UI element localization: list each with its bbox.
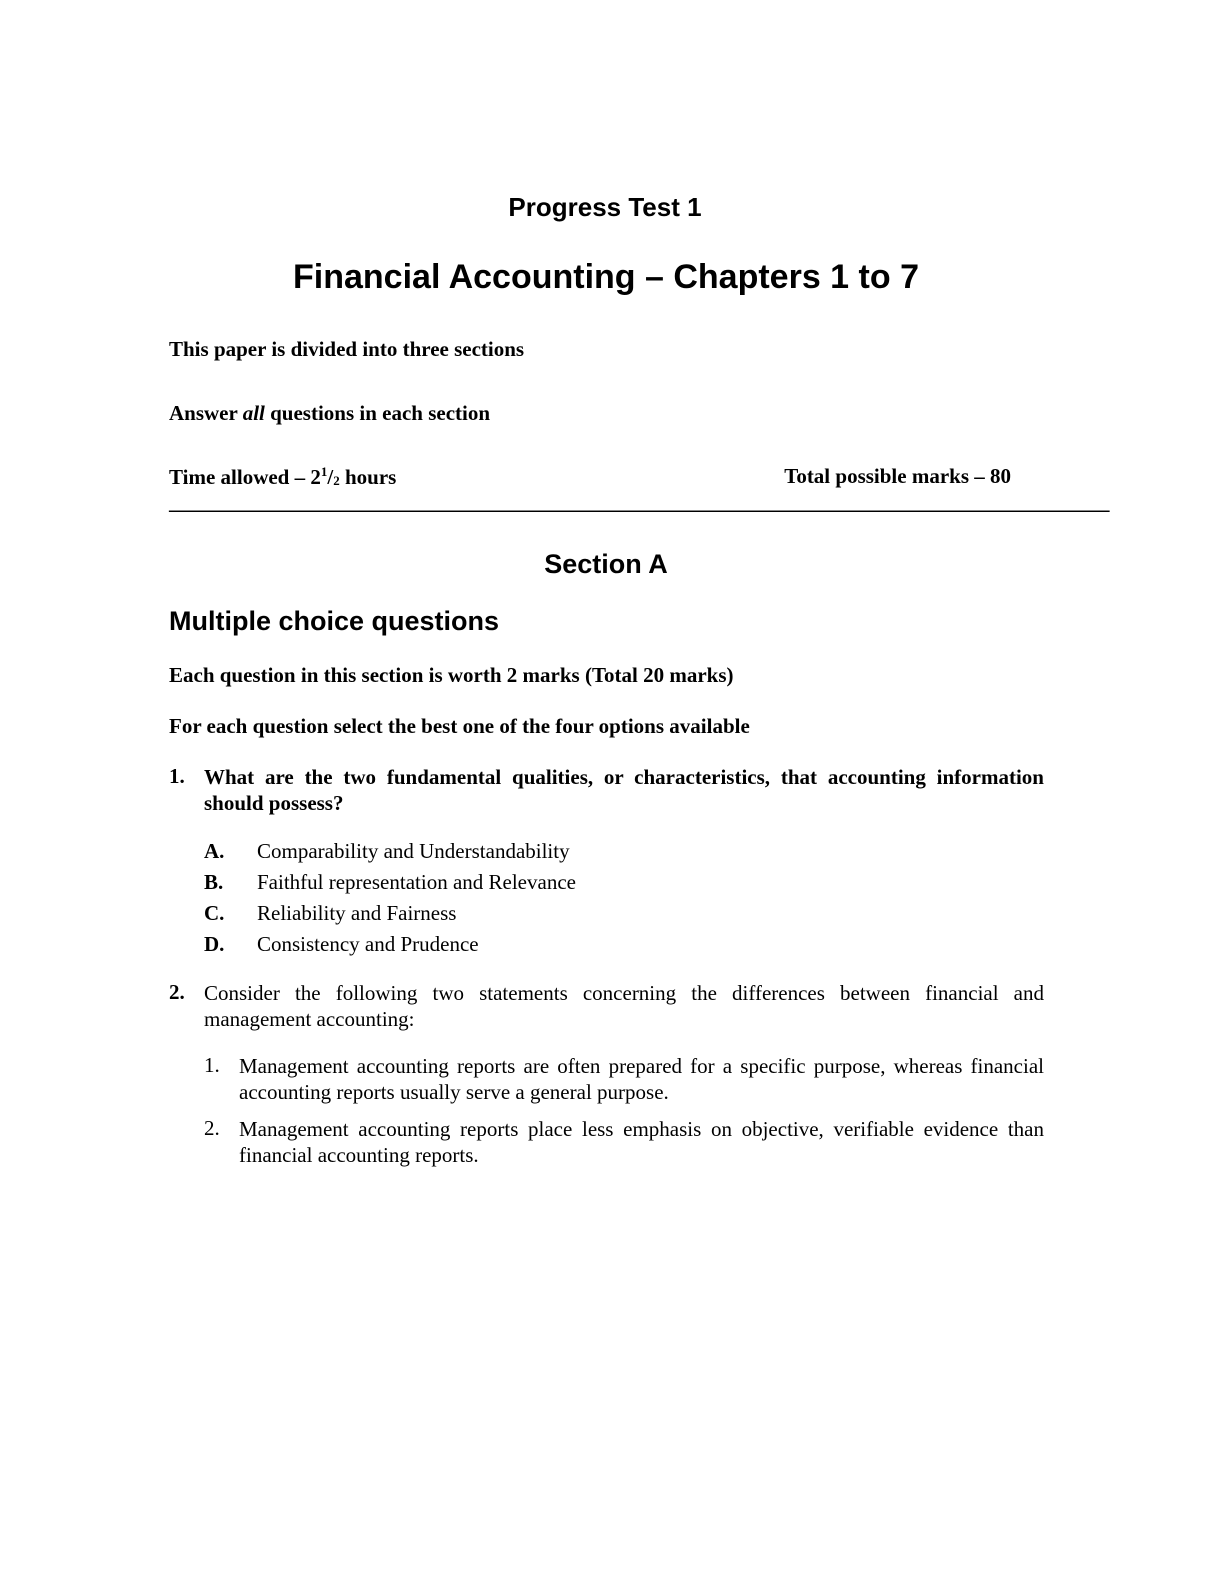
question-number: 1. [169,764,185,788]
intro-answer-pre: Answer [169,401,243,425]
time-allowed-label: Time allowed – 2 [169,465,321,489]
intro-answer-post: questions in each section [264,401,491,425]
section-instruction-note: For each question select the best one of the four options available [169,714,750,738]
section-subtitle: Multiple choice questions [169,606,500,636]
option-text: Reliability and Fairness [257,901,457,925]
time-fraction-denominator: 2 [333,473,340,488]
statement-text: Management accounting reports are often prepared for a specific purpose, whereas financial accounting reports usually serve a general purpose. [239,1054,1044,1104]
option-letter: C. [204,901,225,925]
dashed-divider: –––––––––––––––––––––––––––––––––––––––––––––––––––––––––––––––––––––––––––––––––––––––––––––– [169,497,1109,521]
section-marks-note: Each question in this section is worth 2 marks (Total 20 marks) [169,663,734,687]
question-text: Consider the following two statements concerning the differences between financial and management accounting: [204,981,1044,1031]
total-marks: Total possible marks – 80 [784,464,1011,488]
option-letter: B. [204,870,224,894]
option-text: Comparability and Understandability [257,839,570,863]
statement-number: 2. [204,1116,220,1140]
question-number: 2. [169,980,185,1004]
intro-sections-line: This paper is divided into three sections [169,337,525,361]
option-text: Consistency and Prudence [257,932,479,956]
intro-answer-line [169,401,490,426]
time-fraction-numerator: 1 [320,464,328,479]
document-title: Financial Accounting – Chapters 1 to 7 [293,258,919,296]
test-title: Progress Test 1 [508,192,702,222]
statement-number: 1. [204,1053,220,1077]
option-letter: A. [204,839,225,863]
time-allowed: Time allowed – $2^1/_2$ hours [169,464,397,489]
option-text: Faithful representation and Relevance [257,870,576,894]
option-letter: D. [204,932,225,956]
question-text: What are the two fundamental qualities, or characteristics, that accounting information should possess? [204,765,1044,815]
section-title: Section A [544,549,668,579]
intro-answer-emphasis: all [242,401,265,425]
statement-text: Management accounting reports place less emphasis on objective, verifiable evidence than financial accounting reports. [239,1117,1044,1167]
time-allowed-unit: hours [339,465,397,489]
